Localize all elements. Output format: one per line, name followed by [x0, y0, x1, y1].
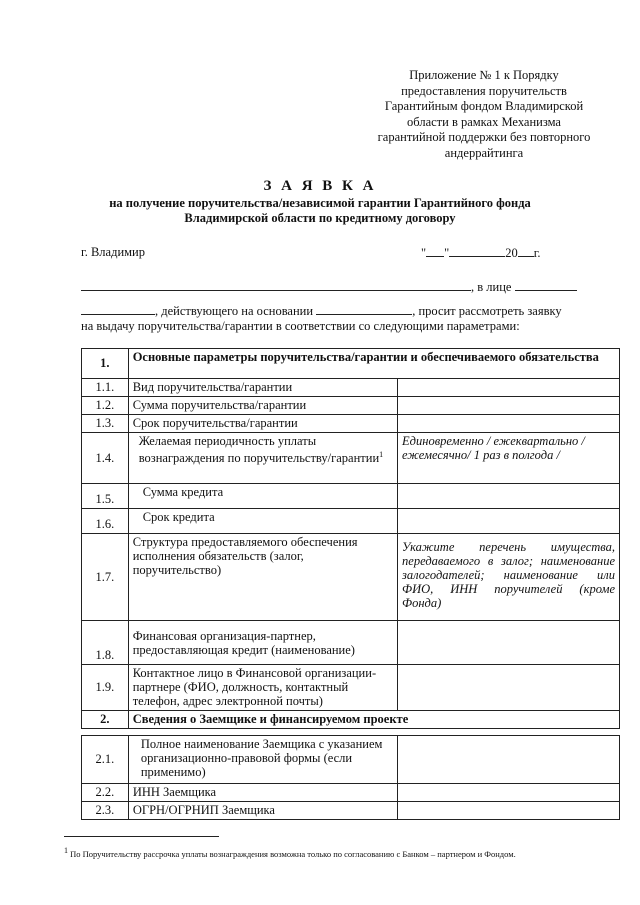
document-title: З А Я В К А	[263, 178, 377, 194]
row-label: ОГРН/ОГРНИП Заемщика	[128, 802, 397, 820]
value-line: ФИО, ИНН поручителей (кроме	[402, 582, 615, 596]
subtitle-line-2: Владимирской области по кредитному договору	[184, 211, 456, 225]
row-value-cell[interactable]	[398, 621, 620, 665]
row-label: Контактное лицо в Финансовой организации-партнере (ФИО, должность, контактный телефон, адрес электронной почты)	[128, 665, 397, 711]
row-number: 1.6.	[82, 509, 129, 534]
row-label: Вид поручительства/гарантии	[128, 379, 397, 397]
section-1-header	[82, 349, 620, 379]
subtitle-line-1: на получение поручительства/независимой гарантии Гарантийного фонда	[109, 196, 531, 210]
row-number: 1.8.	[82, 621, 129, 665]
appendix-line: предоставления поручительств	[401, 83, 567, 98]
row-value-cell[interactable]	[398, 415, 620, 433]
section-number: 1.	[82, 349, 129, 379]
parameters-table	[81, 348, 620, 729]
position-blank[interactable]	[81, 303, 155, 315]
section-title: Основные параметры поручительства/гарантии и обеспечиваемого обязательства	[128, 349, 619, 379]
section-2-header	[82, 711, 620, 729]
intro-line-2	[81, 303, 562, 319]
row-label-text: Желаемая периодичность уплаты вознаграждения по поручительству/гарантии	[138, 434, 380, 466]
value-line: Укажите перечень имущества,	[402, 540, 615, 554]
row-label: Финансовая организация-партнер, предоставляющая кредит (наименование)	[128, 621, 397, 665]
row-value-cell[interactable]	[397, 736, 619, 784]
acting-basis-text: , действующего на основании	[155, 304, 314, 318]
row-value-cell[interactable]	[398, 397, 620, 415]
footnote-ref: 1	[379, 450, 384, 459]
row-value-cell[interactable]	[397, 802, 619, 820]
appendix-line: Приложение № 1 к Порядку	[409, 68, 559, 82]
row-label: ИНН Заемщика	[128, 784, 397, 802]
table-row	[82, 415, 620, 433]
value-line: Фонда)	[402, 596, 442, 610]
row-number: 1.9.	[82, 665, 129, 711]
value-line: залогодателей; наименование или	[402, 568, 615, 582]
footnote-text: По Поручительству рассрочка уплаты вознаграждения возможна только по согласованию с Банком – партнером и Фондом.	[70, 848, 516, 859]
appendix-line: гарантийной поддержки без повторного	[377, 130, 591, 144]
table-row	[82, 802, 620, 820]
intro-line-3: на выдачу поручительства/гарантии в соответствии со следующими параметрами:	[81, 319, 520, 333]
table-row	[82, 736, 620, 784]
applicant-name-blank[interactable]	[81, 279, 471, 291]
table-row	[82, 509, 620, 534]
intro-line-1	[81, 279, 577, 295]
row-number: 1.7.	[82, 534, 129, 621]
footnote	[64, 846, 624, 859]
row-number: 2.2.	[82, 784, 129, 802]
row-value-cell[interactable]	[397, 784, 619, 802]
place-label: г. Владимир	[81, 245, 145, 259]
document-subtitle	[60, 196, 580, 226]
date-field[interactable]	[421, 245, 541, 261]
footnote-divider	[64, 836, 219, 837]
table-row	[82, 433, 620, 484]
date-year-blank[interactable]	[518, 245, 534, 257]
row-value-cell[interactable]	[398, 379, 620, 397]
row-label	[128, 433, 397, 484]
appendix-line: андеррайтинга	[444, 145, 524, 160]
row-value-cell[interactable]	[398, 509, 620, 534]
row-label: Сумма кредита	[128, 484, 397, 509]
table-row	[82, 621, 620, 665]
row-number: 1.4.	[82, 433, 129, 484]
borrower-table	[81, 735, 620, 820]
in-person-text: , в лице	[471, 280, 512, 294]
row-number: 2.3.	[82, 802, 129, 820]
table-row	[82, 784, 620, 802]
row-number: 1.5.	[82, 484, 129, 509]
representative-blank[interactable]	[515, 279, 577, 291]
row-label: Структура предоставляемого обеспечения исполнения обязательств (залог, поручительство)	[128, 534, 397, 621]
row-value-cell[interactable]	[398, 484, 620, 509]
table-row	[82, 484, 620, 509]
table-row	[82, 534, 620, 621]
date-year-prefix: 20	[505, 246, 518, 260]
row-value-cell[interactable]	[398, 534, 620, 621]
section-title: Сведения о Заемщике и финансируемом проекте	[128, 711, 619, 729]
table-row	[82, 379, 620, 397]
section-number: 2.	[82, 711, 129, 729]
row-number: 1.3.	[82, 415, 129, 433]
appendix-line: Гарантийным фондом Владимирской	[384, 99, 584, 113]
date-quote-close: "	[444, 246, 450, 260]
row-label: Срок кредита	[128, 509, 397, 534]
value-line: передаваемого в залог; наименование	[402, 554, 615, 568]
date-year-suffix: г.	[533, 246, 541, 260]
row-value-cell[interactable]: Единовременно / ежеквартально / ежемесячно/ 1 раз в полгода /	[398, 433, 620, 484]
row-number: 2.1.	[82, 736, 129, 784]
date-quote-open: "	[421, 246, 427, 260]
row-label: Сумма поручительства/гарантии	[128, 397, 397, 415]
appendix-note	[368, 68, 600, 161]
row-number: 1.2.	[82, 397, 129, 415]
footnote-number: 1	[64, 846, 68, 855]
appendix-line: области в рамках Механизма	[407, 114, 561, 129]
requests-text: , просит рассмотреть заявку	[412, 304, 562, 318]
row-label: Срок поручительства/гарантии	[128, 415, 397, 433]
row-label: Полное наименование Заемщика с указанием организационно-правовой формы (если применимо)	[128, 736, 397, 784]
table-row	[82, 665, 620, 711]
row-number: 1.1.	[82, 379, 129, 397]
basis-document-blank[interactable]	[316, 303, 412, 315]
date-day-blank[interactable]	[426, 245, 444, 257]
table-row	[82, 397, 620, 415]
date-month-blank[interactable]	[449, 245, 505, 257]
row-value-cell[interactable]	[398, 665, 620, 711]
